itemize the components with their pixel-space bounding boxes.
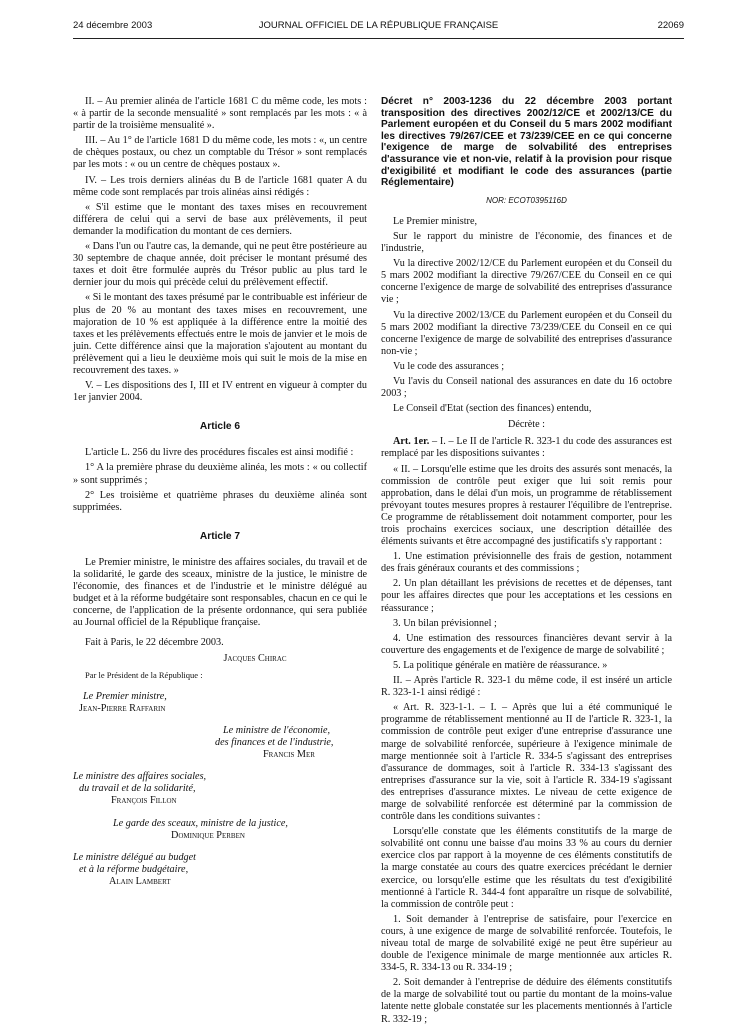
article-1-intro: [381, 436, 672, 460]
president-name: Jacques Chirac: [223, 652, 287, 664]
paragraph: II. – Après l'article R. 323-1 du même code, il est inséré un article R. 323-1-1 ainsi rédigé :: [381, 675, 672, 699]
header-date: 24 décembre 2003: [73, 20, 153, 31]
paragraph: « S'il estime que le montant des taxes mises en recouvrement différera de celui qui a servi de base aux prélèvements, il peut demander la modification du montant de ces derniers.: [73, 201, 367, 237]
left-column: [73, 96, 367, 898]
paragraph: « Si le montant des taxes présumé par le contribuable est inférieur de plus de 20 % au montant des taxes mises en recouvrement, une majoration de 10 % est appliquée à la différence entre la moitié des taxes et les prélèvements effectués entre le mois de janvier et le mois de juin. Cette différence ainsi que la majoration s'ajoutent au montant du prélèvement qui a lieu le deuxième mois qui suit le mois de la mise en recouvrement des taxes. »: [73, 292, 367, 376]
bud-name: Alain Lambert: [109, 875, 171, 887]
page-header: [73, 20, 684, 40]
paragraph: 4. Une estimation des ressources financières devant servir à la couverture des engagements et de l'exigence de marge de solvabilité ;: [381, 632, 672, 656]
paragraph: Vu la directive 2002/12/CE du Parlement européen et du Conseil du 5 mars 2002 modifiant la directive 79/267/CEE du Conseil en ce qui concerne l'exigence de marge de solvabilité des entreprises d'assurance vie ;: [381, 258, 672, 306]
paragraph: Lorsqu'elle constate que les éléments constitutifs de la marge de solvabilité ont connu une baisse d'au moins 33 % au cours du dernier exercice clos par rapport à la moyenne de ces éléments constitutifs de la marge constatée au cours des quatre exercices précédant le dernier exercice, ou lorsqu'elle estime que les résultats du test d'exigibilité mentionné à l'article R. 344-4 font apparaître un risque de solvabilité, la commission de contrôle peut :: [381, 826, 672, 910]
bud-title-line1: Le ministre délégué au budget: [73, 851, 196, 863]
right-column: [381, 96, 672, 1029]
paragraph: 2° Les troisième et quatrième phrases du deuxième alinéa sont supprimées.: [73, 489, 367, 513]
paragraph: 3. Un bilan prévisionnel ;: [393, 617, 497, 629]
paragraph: 1° A la première phrase du deuxième alinéa, les mots : « ou collectif » sont supprimés ;: [73, 462, 367, 486]
paragraph: II. – Au premier alinéa de l'article 1681 C du même code, les mots : « à partir de la seconde mensualité » sont remplacés par les mots : « à partir de la troisième mensualité ».: [73, 96, 367, 132]
soc-title-line1: Le ministre des affaires sociales,: [73, 771, 207, 783]
paragraph: 5. La politique générale en matière de réassurance. »: [393, 659, 608, 671]
paragraph: Vu le code des assurances ;: [393, 360, 505, 372]
article-6-heading: Article 6: [199, 421, 241, 433]
eco-name: Francis Mer: [263, 749, 315, 761]
header-title: JOURNAL OFFICIEL DE LA RÉPUBLIQUE FRANÇAISE: [258, 20, 499, 31]
soc-name: François Fillon: [111, 795, 177, 807]
paragraph: 2. Soit demander à l'entreprise de déduire des éléments constitutifs de la marge de solvabilité tout ou partie du montant de la moins-value latente nette globale constatée sur les placements mentionnés à l'article R. 332-19 ;: [381, 977, 672, 1025]
decret-title: Décret n° 2003-1236 du 22 décembre 2003 portant transposition des directives 2002/12/CE et 2002/13/CE du Parlement européen et du Conseil du 5 mars 2002 modifiant les directives 79/267/CEE et 73/239/CEE en ce qui concerne l'exigence de marge de solvabilité des entreprises d'assurance vie et non-vie, relatif à la provision pour risque d'exigibilité et modifiant le code des assurances (partie Réglementaire): [381, 96, 672, 189]
paragraph: Le Premier ministre,: [393, 215, 478, 227]
par-le-president: Par le Président de la République :: [85, 669, 203, 680]
paragraph: 2. Un plan détaillant les prévisions de recettes et de dépenses, tant pour les affaires directes que pour les acceptations et les cessions en réassurance ;: [381, 578, 672, 614]
paragraph: « II. – Lorsqu'elle estime que les droits des assurés sont menacés, la commission de contrôle peut exiger que lui soit remis pour approbation, dans le délai d'un mois, un programme de rétablissement prévoyant toutes mesures propres à restaurer l'équilibre de l'entreprise. Ce programme de rétablissement doit notamment comporter, pour les trois prochains exercices sociaux, une description détaillée des éléments suivants et être accompagné des justificatifs s'y rapportant :: [381, 463, 672, 548]
article-1-text: – I. – Le II de l'article R. 323-1 du code des assurances est remplacé par les dispositions suivantes :: [381, 436, 672, 460]
paragraph: « Dans l'un ou l'autre cas, la demande, qui ne peut être postérieure au 30 septembre de chaque année, doit préciser le montant présumé des taxes et doit être formulée auprès du Trésor public au plus tard le dernier jour du mois qui précède celui du prélèvement effectif.: [73, 241, 367, 289]
pm-name: Jean-Pierre Raffarin: [79, 702, 166, 714]
paragraph: 1. Soit demander à l'entreprise de satisfaire, pour l'exercice en cours, à une exigence de marge de solvabilité renforcée. Toutefois, le niveau total de marge de solvabilité exigé ne peut être supérieur au double de l'exigence minimale de marge mentionnée aux articles R. 334-5, R. 334-13 ou R. 334-19 ;: [381, 913, 672, 974]
nor-reference: NOR: ECOT0395116D: [486, 195, 567, 205]
paragraph: 1. Une estimation prévisionnelle des frais de gestion, notamment des frais généraux courants et des commissions ;: [381, 551, 672, 575]
paragraph: L'article L. 256 du livre des procédures fiscales est ainsi modifié :: [85, 447, 354, 459]
pm-title: Le Premier ministre,: [83, 690, 167, 702]
soc-title-line2: du travail et de la solidarité,: [79, 783, 196, 795]
just-name: Dominique Perben: [171, 829, 245, 841]
article-7-heading: Article 7: [199, 530, 241, 542]
eco-title-line2: des finances et de l'industrie,: [215, 737, 334, 749]
fait-a-paris: Fait à Paris, le 22 décembre 2003.: [85, 637, 224, 649]
just-title: Le garde des sceaux, ministre de la justice,: [113, 817, 288, 829]
article-1-label: Art. 1er.: [393, 436, 430, 448]
paragraph: Sur le rapport du ministre de l'économie, des finances et de l'industrie,: [381, 230, 672, 255]
header-page-number: 22069: [657, 20, 684, 31]
decrete: Décrète :: [507, 419, 546, 431]
eco-title-line1: Le ministre de l'économie,: [223, 724, 331, 736]
header-rule: [73, 38, 684, 39]
bud-title-line2: et à la réforme budgétaire,: [79, 863, 189, 875]
paragraph: V. – Les dispositions des I, III et IV entrent en vigueur à compter du 1er janvier 2004.: [73, 380, 367, 404]
paragraph: Le Conseil d'Etat (section des finances) entendu,: [393, 403, 592, 415]
paragraph: Le Premier ministre, le ministre des affaires sociales, du travail et de la solidarité, le garde des sceaux, ministre de la justice, le ministre de l'économie, des finances et de l'industrie et le ministre délégué au budget et à la réforme budgétaire sont responsables, chacun en ce qui le concerne, de l'application de la présente ordonnance, qui sera publiée au Journal officiel de la République française.: [73, 556, 367, 629]
paragraph: III. – Au 1° de l'article 1681 D du même code, les mots : «, un centre de chèques postaux, ou chez un comptable du Trésor » sont remplacés par les mots : « ou un centre de chèques postaux ».: [73, 135, 367, 171]
paragraph: « Art. R. 323-1-1. – I. – Après que lui a été communiqué le programme de rétablissement mentionné au II de l'article R. 323-1, la commission de contrôle peut exiger d'une entreprise d'assurance une marge de solvabilité renforcée, supérieure à l'exigence minimale de marge mentionnée soit à l'article R. 334-5 s'agissant des entreprises d'assurance de dommages, soit à l'article R. 334-13 s'agissant des entreprises d'assurance sur la vie, soit à l'article R. 334-19 s'agissant des entreprises d'assurance mixtes. Le niveau de cette exigence de marge de solvabilité renforcée est déterminé par la commission de contrôle dans les conditions suivantes :: [381, 702, 672, 823]
paragraph: IV. – Les trois derniers alinéas du B de l'article 1681 quater A du même code sont remplacés par trois alinéas ainsi rédigés :: [73, 174, 367, 198]
paragraph: Vu l'avis du Conseil national des assurances en date du 16 octobre 2003 ;: [381, 375, 672, 400]
paragraph: Vu la directive 2002/13/CE du Parlement européen et du Conseil du 5 mars 2002 modifiant la directive 73/239/CEE du Conseil en ce qui concerne l'exigence de marge de solvabilité des entreprises d'assurance non-vie ;: [381, 309, 672, 357]
